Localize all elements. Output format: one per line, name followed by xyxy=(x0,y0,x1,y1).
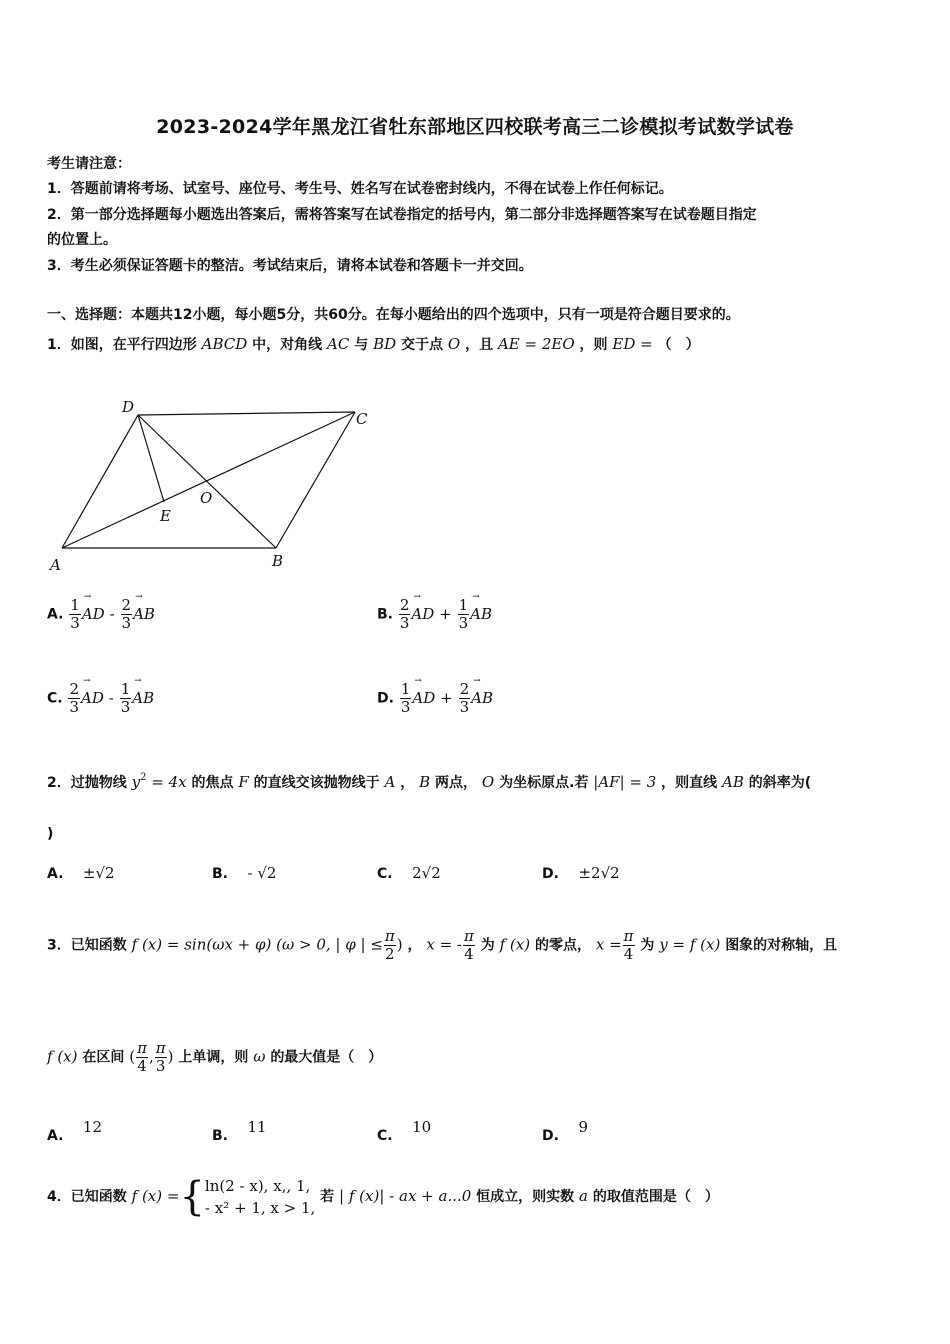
q1-option-c[interactable]: C. $\frac{2}{3}$ → AD - $\frac{1}{3}$ → AB xyxy=(47,681,154,716)
notice-heading: 考生请注意： xyxy=(47,156,131,172)
section-heading: 一、选择题：本题共12小题，每小题5分，共60分。在每小题给出的四个选项中，只有一项是符合题目要求的。 xyxy=(47,307,740,323)
question-2-cont: ) xyxy=(47,826,54,842)
q2-option-d[interactable]: D. ±2√2 xyxy=(542,864,620,882)
label-b: B xyxy=(272,552,284,570)
notice-item-3: 3．考生必须保证答题卡的整洁。考试结束后，请将本试卷和答题卡一并交回。 xyxy=(47,258,533,274)
q1-option-d[interactable]: D. $\frac{1}{3}$ → AD + $\frac{2}{3}$ → AB xyxy=(377,681,493,716)
label-o: O xyxy=(200,489,213,507)
q3-option-c[interactable]: C. 10 xyxy=(377,1118,432,1144)
label-e: E xyxy=(160,507,171,525)
q3-option-d[interactable]: D. 9 xyxy=(542,1118,588,1144)
question-2: 2．过抛物线 $y^2 = 4x$ 的焦点 F 的直线交该抛物线于 A ， B 两点， O 为坐标原点.若 |AF| = 3 ，则直线 AB 的斜率为( xyxy=(47,772,812,791)
question-3: 3．已知函数 f (x) = sin(ωx + φ) (ω > 0, | φ | ≤ $\frac{\pi}{2}$ ) ， x = - $\frac{\pi}{4}$ 为 f (x) 的零点， x = $\frac{\pi}{4}$ 为 y = f (x) 图象的对称轴，且 xyxy=(47,927,838,963)
diagonal-bd xyxy=(138,415,276,548)
label-c: C xyxy=(356,410,368,428)
question-3-cont: f (x) 在区间 ( $\frac{\pi}{4}$ , $\frac{\pi}{3}$ ) 上单调，则 ω 的最大值是（ ） xyxy=(47,1039,383,1075)
edge-da xyxy=(62,415,138,548)
label-d: D xyxy=(122,398,135,416)
q3-option-b[interactable]: B. 11 xyxy=(212,1118,267,1144)
question-1: 1．如图，在平行四边形 ABCD 中，对角线 AC 与 BD 交于点 O ，且 AE = 2EO ，则 ED = （ ） xyxy=(47,335,700,353)
q1-option-a[interactable]: A. $\frac{1}{3}$ → AD - $\frac{2}{3}$ → AB xyxy=(47,597,155,632)
brace-icon: { xyxy=(179,1174,205,1220)
page-title: 2023-2024学年黑龙江省牡东部地区四校联考高三二诊模拟考试数学试卷 xyxy=(156,116,794,138)
q2-option-a[interactable]: A. ±√2 xyxy=(47,864,115,882)
edge-bc xyxy=(276,412,355,548)
diagonal-ac xyxy=(62,412,355,548)
notice-item-2: 2．第一部分选择题每小题选出答案后，需将答案写在试卷指定的括号内，第二部分非选择题答案写在试卷题目指定 xyxy=(47,207,757,223)
notice-item-2-cont: 的位置上。 xyxy=(47,232,117,248)
q2-option-b[interactable]: B. - √2 xyxy=(212,864,277,882)
label-a: A xyxy=(50,556,61,574)
edge-cd xyxy=(138,412,355,415)
notice-item-1: 1．答题前请将考场、试室号、座位号、考生号、姓名写在试卷密封线内，不得在试卷上作任何标记。 xyxy=(47,181,673,197)
q1-option-b[interactable]: B. $\frac{2}{3}$ → AD + $\frac{1}{3}$ → AB xyxy=(377,597,492,632)
question-4: 4．已知函数 f (x) ={ ln(2 - x), x,, 1, - x² + 1, x > 1, 若 | f (x)| - ax + a...0 恒成立，则实数 a 的取值范围是（ ） xyxy=(47,1174,719,1220)
parallelogram-figure xyxy=(40,390,380,575)
q3-option-a[interactable]: A. 12 xyxy=(47,1118,103,1144)
q2-option-c[interactable]: C. 2√2 xyxy=(377,864,441,882)
